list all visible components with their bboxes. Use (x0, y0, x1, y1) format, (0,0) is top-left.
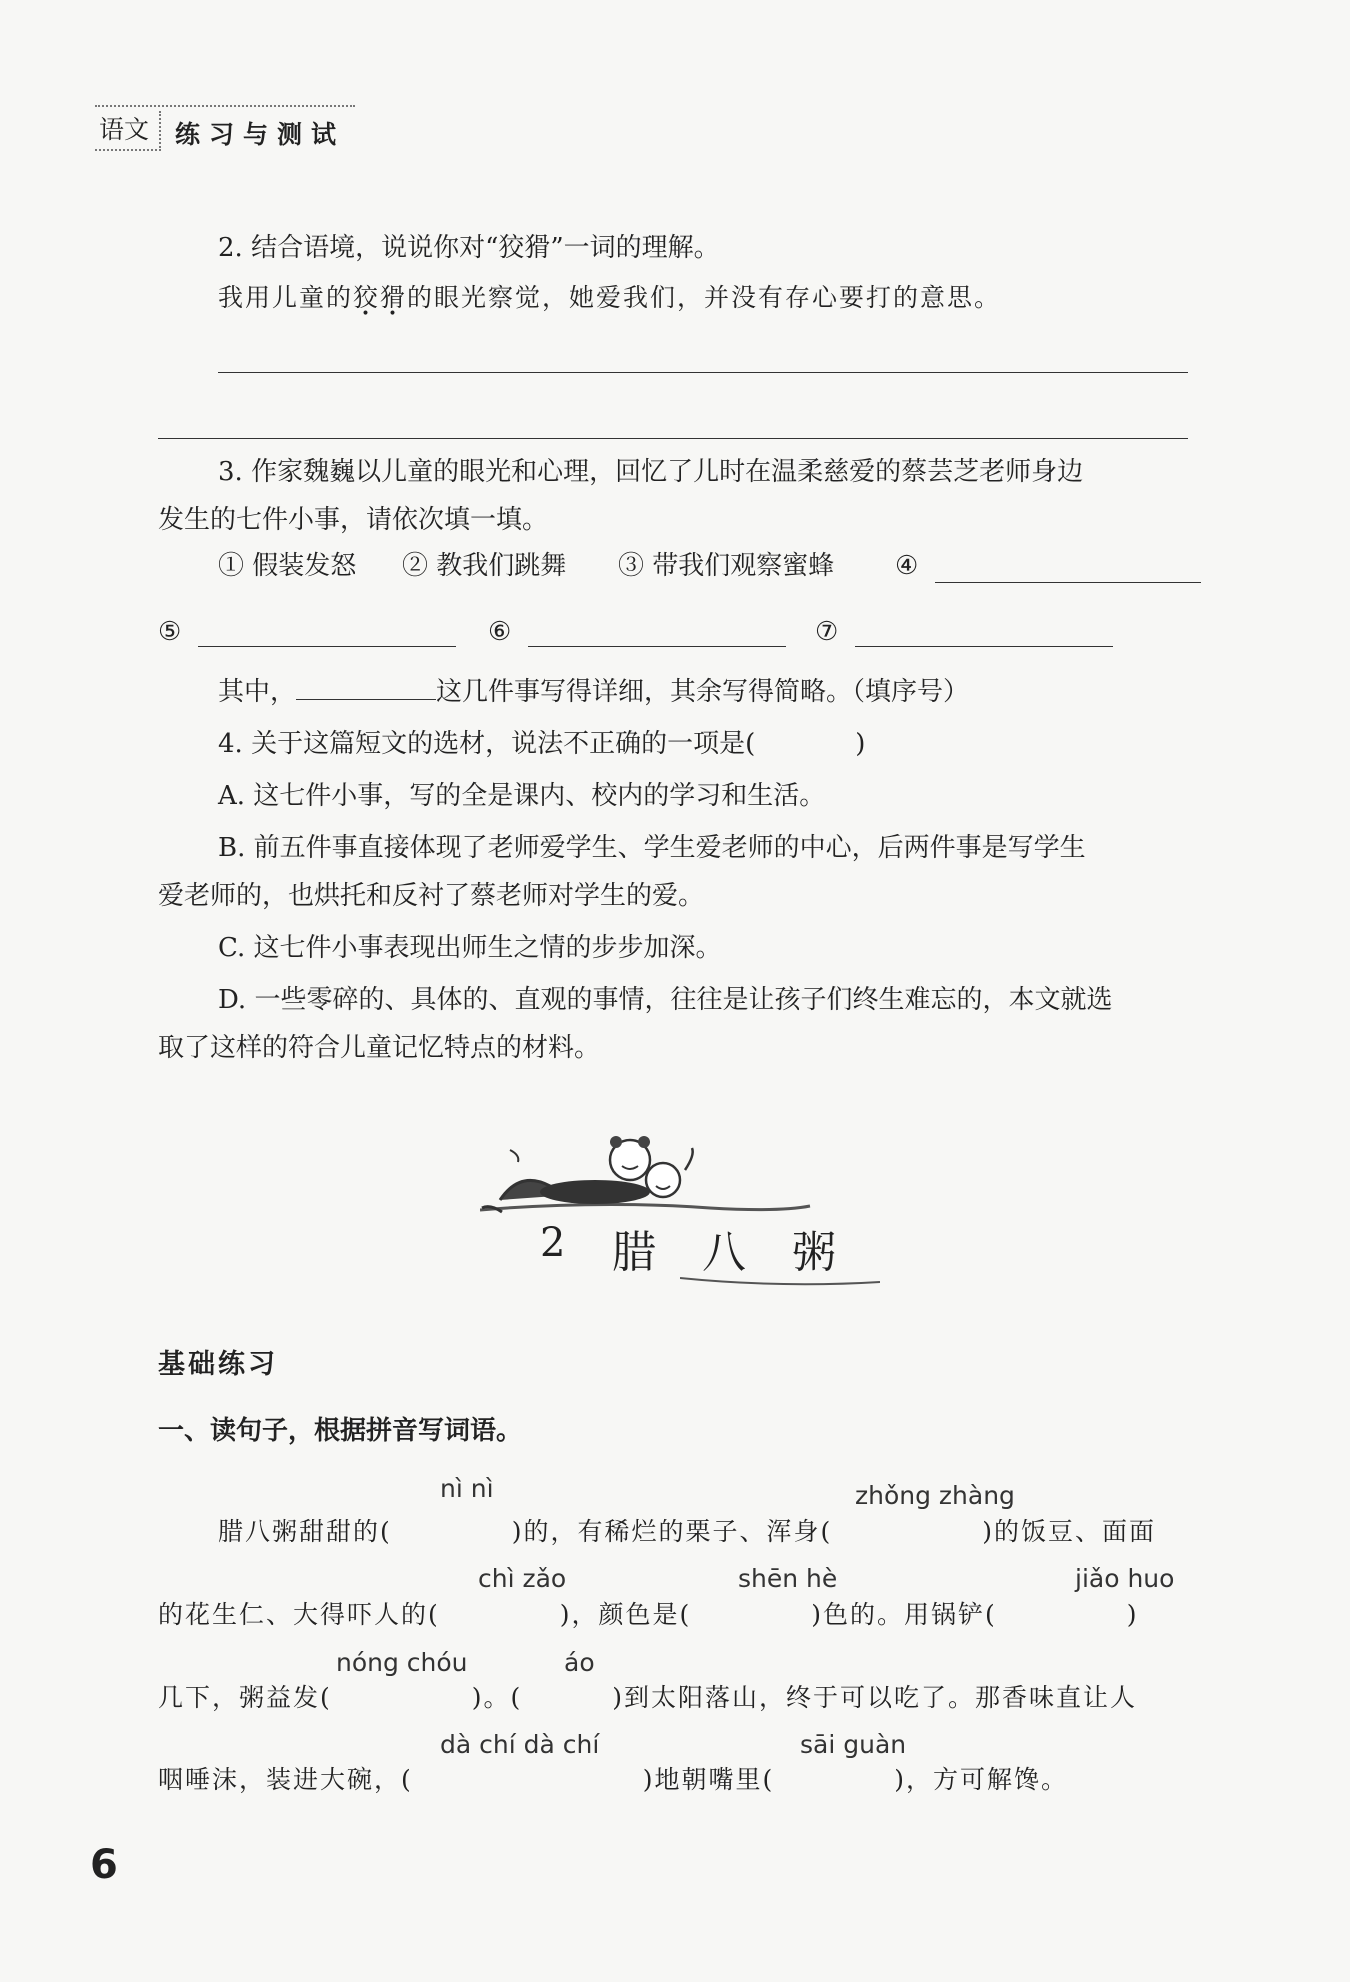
q3-label-6: ⑥ (488, 617, 512, 647)
q4-prompt (218, 724, 865, 764)
q3-line-1: 3. 作家魏巍以儿童的眼光和心理，回忆了儿时在温柔慈爱的蔡芸芝老师身边 (218, 457, 1084, 487)
book-title: 练习与测试 (175, 120, 346, 149)
q3-item-2: ② 教我们跳舞 (402, 551, 567, 581)
q3-label-7: ⑦ (815, 617, 839, 647)
passage-l2c: )色的。用锅铲( (811, 1600, 997, 1629)
passage-l1a: 腊八粥甜甜的( (218, 1517, 392, 1546)
q2-answer-line-2[interactable] (158, 438, 1188, 439)
q2-sentence-before: 我用儿童的 (218, 283, 354, 312)
section-title: 基础练习 (158, 1349, 278, 1380)
q3-line-2: 发生的七件小事，请依次填一填。 (158, 505, 549, 535)
passage-l2b: )，颜色是( (559, 1600, 692, 1629)
passage-l2d: ) (1126, 1600, 1139, 1629)
emphasis-dot-2: 猾 (380, 283, 408, 312)
passage-l1c: )的饭豆、面面 (982, 1517, 1157, 1546)
q4-prompt-text: 4. 关于这篇短文的选材，说法不正确的一项是( (218, 729, 756, 759)
q4-option-d-line-1: D. 一些零碎的、具体的、直观的事情，往往是让孩子们终生难忘的，本文就选 (218, 985, 1113, 1015)
children-lying-illustration (480, 1130, 900, 1230)
passage-line-4 (158, 1760, 1068, 1800)
q3-label-5: ⑤ (158, 617, 182, 647)
q2-sentence (218, 278, 1001, 318)
passage-l4b: )地朝嘴里( (642, 1765, 775, 1794)
pinyin-9: sāi guàn (800, 1730, 907, 1759)
q4-option-b-line-1: B. 前五件事直接体现了老师爱学生、学生爱老师的中心，后两件事是写学生 (218, 833, 1086, 863)
q3-item-3: ③ 带我们观察蜜蜂 (618, 551, 835, 581)
q2-emphasized-word (353, 283, 407, 312)
lesson-title-char-1: 腊 (612, 1227, 656, 1278)
q4-option-b-line-2: 爱老师的，也烘托和反衬了蔡老师对学生的爱。 (158, 881, 705, 911)
passage-l4a: 咽唾沫，装进大碗，( (158, 1765, 413, 1794)
book-header (95, 105, 355, 153)
q3-detail-before: 其中， (218, 677, 297, 707)
lesson-title-char-3: 粥 (792, 1227, 836, 1278)
q3-item-4: ④ (895, 551, 919, 581)
pinyin-2: zhǒng zhàng (855, 1481, 1015, 1510)
passage-l1b: )的，有稀烂的栗子、浑身( (511, 1517, 833, 1546)
q2-sentence-after: 的眼光察觉，她爱我们，并没有存心要打的意思。 (407, 283, 1002, 312)
pinyin-8: dà chí dà chí (440, 1730, 600, 1759)
exercise-1-prompt: 一、读句子，根据拼音写词语。 (158, 1416, 523, 1446)
q3-item-1: ① 假装发怒 (218, 551, 357, 581)
q4-option-c: C. 这七件小事表现出师生之情的步步加深。 (218, 933, 722, 963)
q3-detail-blank[interactable] (296, 673, 436, 700)
lesson-number: 2 (540, 1220, 566, 1266)
q4-option-d-line-2: 取了这样的符合儿童记忆特点的材料。 (158, 1033, 601, 1063)
passage-line-2 (158, 1595, 1139, 1635)
page-number: 6 (90, 1842, 118, 1888)
pinyin-7: áo (564, 1648, 595, 1677)
passage-line-1 (218, 1512, 1156, 1552)
q3-detail (218, 672, 969, 712)
q3-blank-7[interactable] (855, 646, 1113, 647)
q3-blank-6[interactable] (528, 646, 786, 647)
pinyin-1: nì nì (440, 1474, 494, 1503)
passage-line-3 (158, 1678, 1137, 1718)
emphasis-dot-1: 狡 (353, 283, 381, 312)
pinyin-6: nóng chóu (336, 1648, 468, 1677)
q3-detail-after: 这几件事写得详细，其余写得简略。（填序号） (436, 677, 970, 707)
passage-l3c: )到太阳落山，终于可以吃了。那香味直让人 (612, 1683, 1138, 1712)
passage-l4c: )，方可解馋。 (894, 1765, 1069, 1794)
pinyin-5: jiǎo huo (1075, 1564, 1175, 1593)
q3-blank-4[interactable] (935, 582, 1201, 583)
q4-option-a: A. 这七件小事，写的全是课内、校内的学习和生活。 (218, 781, 826, 811)
passage-l3b: )。( (471, 1683, 523, 1712)
q3-blank-5[interactable] (198, 646, 456, 647)
subject-label: 语文 (95, 111, 161, 151)
q4-prompt-close: ) (855, 729, 866, 759)
lesson-title-char-2: 八 (702, 1227, 746, 1278)
passage-l2a: 的花生仁、大得吓人的( (158, 1600, 440, 1629)
pinyin-3: chì zǎo (478, 1564, 567, 1593)
q2-prompt: 2. 结合语境，说说你对“狡猾”一词的理解。 (218, 233, 720, 263)
pinyin-4: shēn hè (738, 1564, 838, 1593)
q2-answer-line-1[interactable] (218, 372, 1188, 373)
passage-l3a: 几下，粥益发( (158, 1683, 332, 1712)
lesson-title-underline (680, 1270, 880, 1290)
